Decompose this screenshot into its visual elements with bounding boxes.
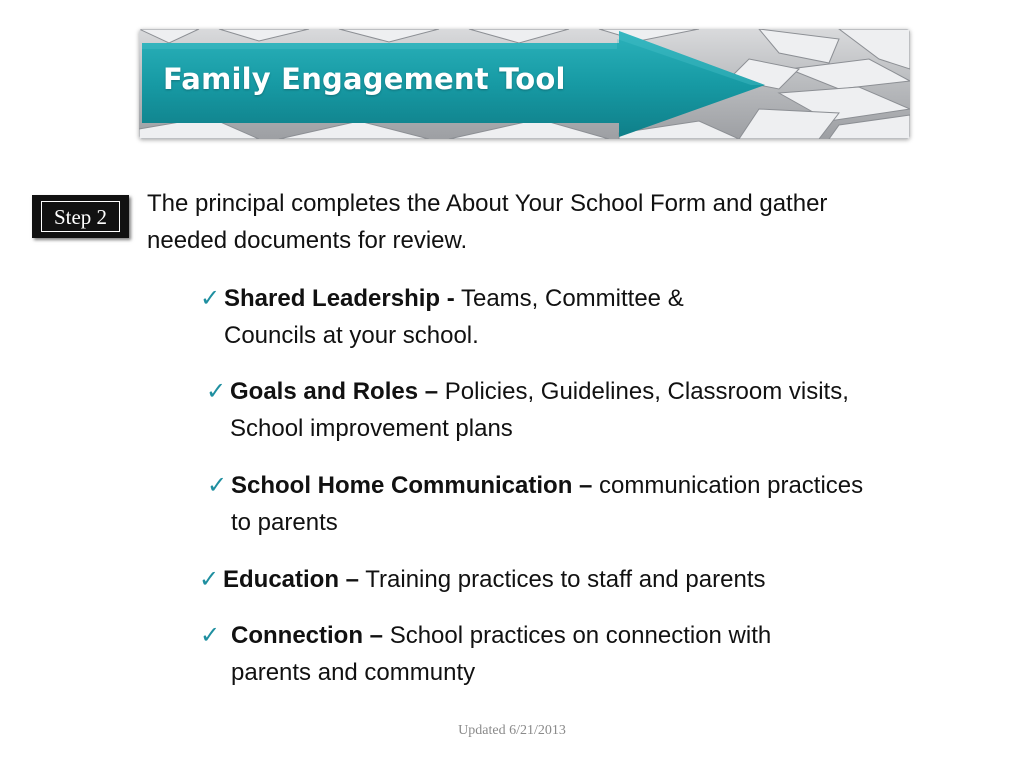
step-badge-label: Step 2 <box>41 201 120 232</box>
list-item <box>199 561 919 598</box>
check-icon: ✓ <box>199 565 220 593</box>
item-description: communication practices to parents <box>231 472 864 536</box>
banner-title: Family Engagement Tool <box>163 62 566 96</box>
item-description: School practices on connection with parents and communty <box>231 622 772 686</box>
check-icon: ✓ <box>206 377 227 405</box>
item-title: Education – <box>223 566 360 593</box>
item-title: Goals and Roles – <box>230 378 439 405</box>
title-banner <box>139 29 910 139</box>
list-item <box>200 280 760 354</box>
item-title: School Home Communication – <box>231 472 593 499</box>
check-icon: ✓ <box>207 471 228 499</box>
item-description: Teams, Committee & Councils at your school. <box>224 285 684 349</box>
intro-text: The principal completes the About Your School Form and gather needed documents for review. <box>147 190 828 254</box>
list-item <box>200 617 820 691</box>
step-badge <box>32 195 129 238</box>
item-title: Shared Leadership - <box>224 285 455 312</box>
footer-updated-date: Updated 6/21/2013 <box>458 723 566 738</box>
list-item <box>207 467 867 541</box>
check-icon: ✓ <box>200 621 221 649</box>
item-title: Connection – <box>231 622 384 649</box>
check-icon: ✓ <box>200 284 221 312</box>
item-description: Training practices to staff and parents <box>365 566 766 593</box>
item-description: Policies, Guidelines, Classroom visits, School improvement plans <box>230 378 849 442</box>
list-item <box>206 373 866 447</box>
